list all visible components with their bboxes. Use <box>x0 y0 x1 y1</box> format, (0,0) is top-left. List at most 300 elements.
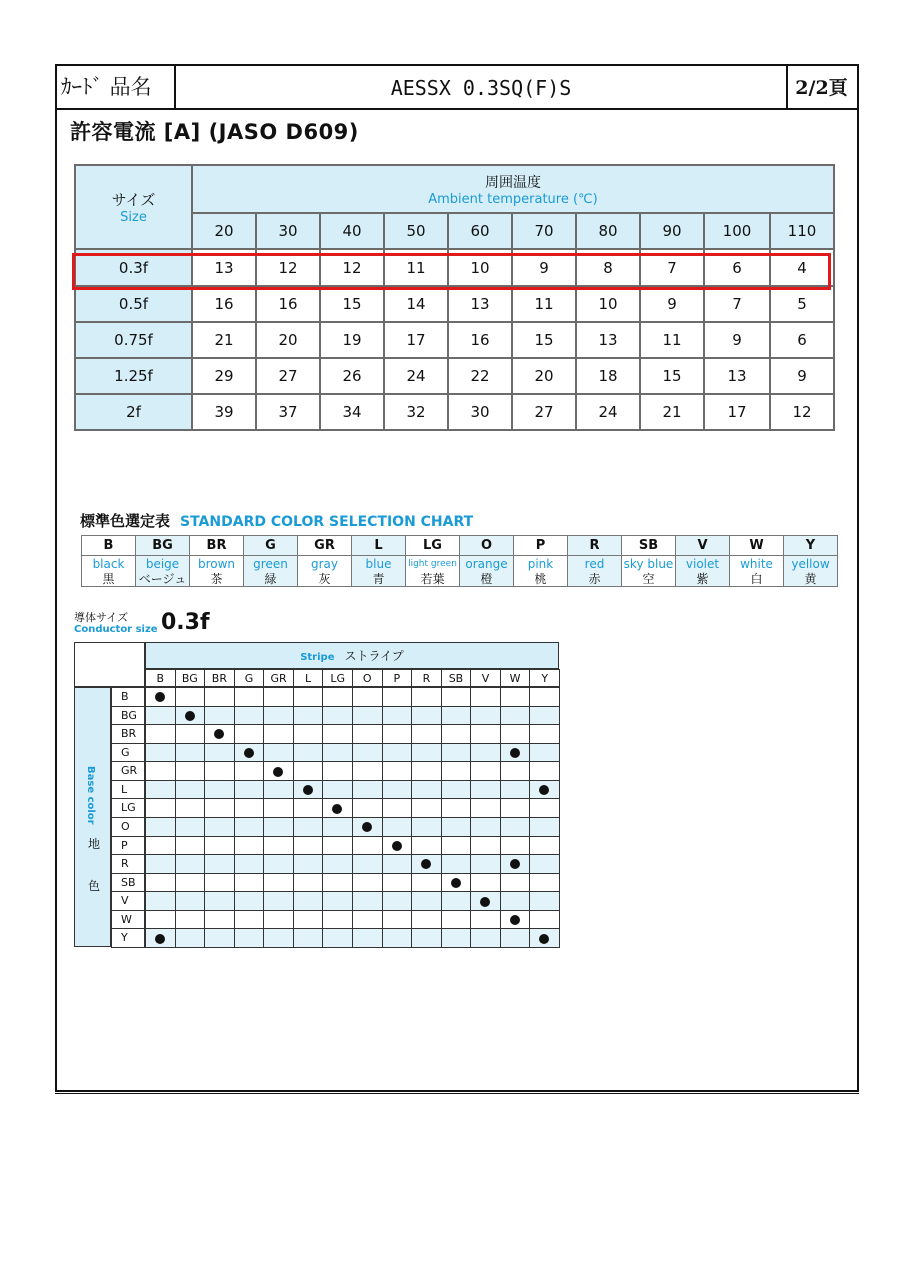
matrix-cell <box>382 743 413 763</box>
current-cell: 27 <box>256 358 320 394</box>
matrix-cell <box>293 724 324 744</box>
matrix-cell <box>352 873 383 893</box>
matrix-cell <box>263 743 294 763</box>
matrix-cell <box>204 743 235 763</box>
matrix-cell <box>293 836 324 856</box>
matrix-cell <box>145 724 176 744</box>
matrix-cell <box>500 854 531 874</box>
matrix-cell <box>411 798 442 818</box>
matrix-cell <box>293 910 324 930</box>
matrix-cell <box>352 854 383 874</box>
stripe-column-header: O <box>352 669 383 687</box>
matrix-cell <box>263 854 294 874</box>
matrix-cell <box>293 798 324 818</box>
matrix-cell <box>352 928 383 948</box>
matrix-cell <box>411 854 442 874</box>
matrix-cell <box>382 873 413 893</box>
matrix-cell <box>204 687 235 707</box>
matrix-cell <box>470 761 501 781</box>
stripe-header-en: Stripe <box>300 652 335 663</box>
temperature-header <box>192 165 834 213</box>
matrix-cell <box>175 706 206 726</box>
matrix-cell <box>234 743 265 763</box>
matrix-cell <box>500 910 531 930</box>
matrix-cell <box>470 687 501 707</box>
matrix-cell <box>441 706 472 726</box>
color-name-en-cell: pink <box>514 556 568 572</box>
current-cell: 20 <box>256 322 320 358</box>
color-code-cell: O <box>460 536 514 556</box>
color-name-en-cell: sky blue <box>622 556 676 572</box>
base-color-column <box>74 687 111 947</box>
current-cell: 26 <box>320 358 384 394</box>
matrix-cell <box>204 928 235 948</box>
matrix-cell <box>145 761 176 781</box>
matrix-cell <box>470 873 501 893</box>
matrix-cell <box>500 724 531 744</box>
color-code-cell: GR <box>298 536 352 556</box>
matrix-cell <box>382 706 413 726</box>
color-name-jp-cell: 白 <box>730 571 784 587</box>
matrix-cell <box>529 743 560 763</box>
current-cell: 13 <box>576 322 640 358</box>
matrix-cell <box>382 724 413 744</box>
matrix-cell <box>175 854 206 874</box>
matrix-cell <box>470 928 501 948</box>
base-row-header: P <box>111 836 145 856</box>
matrix-cell <box>470 910 501 930</box>
matrix-cell <box>293 854 324 874</box>
table-row <box>75 286 834 322</box>
current-cell: 11 <box>384 249 448 286</box>
matrix-cell <box>441 836 472 856</box>
availability-dot <box>303 785 313 795</box>
matrix-cell <box>322 761 353 781</box>
stripe-column-header: L <box>293 669 324 687</box>
current-cell: 7 <box>640 249 704 286</box>
matrix-cell <box>529 761 560 781</box>
color-name-en-cell: beige <box>136 556 190 572</box>
base-row-header: L <box>111 780 145 800</box>
base-color-label-jp <box>87 833 101 897</box>
matrix-cell <box>175 798 206 818</box>
current-cell: 19 <box>320 322 384 358</box>
matrix-cell <box>204 836 235 856</box>
matrix-cell <box>529 891 560 911</box>
availability-dot <box>510 915 520 925</box>
matrix-cell <box>293 817 324 837</box>
color-chart-title <box>80 510 473 531</box>
base-row-header: O <box>111 817 145 837</box>
matrix-cell <box>382 687 413 707</box>
matrix-cell <box>470 798 501 818</box>
matrix-cell <box>322 798 353 818</box>
matrix-cell <box>293 687 324 707</box>
matrix-cell <box>529 780 560 800</box>
matrix-cell <box>293 743 324 763</box>
matrix-cell <box>529 910 560 930</box>
matrix-cell <box>145 873 176 893</box>
matrix-cell <box>234 780 265 800</box>
matrix-cell <box>352 687 383 707</box>
matrix-cell <box>263 724 294 744</box>
matrix-cell <box>175 817 206 837</box>
color-name-jp-cell: 紫 <box>676 571 730 587</box>
matrix-cell <box>411 780 442 800</box>
matrix-cell <box>529 873 560 893</box>
matrix-cell <box>352 798 383 818</box>
matrix-cell <box>352 743 383 763</box>
matrix-cell <box>411 891 442 911</box>
matrix-cell <box>470 780 501 800</box>
matrix-cell <box>145 817 176 837</box>
current-cell: 16 <box>192 286 256 322</box>
current-cell: 15 <box>320 286 384 322</box>
matrix-cell <box>263 836 294 856</box>
matrix-cell <box>204 780 235 800</box>
matrix-cell <box>322 854 353 874</box>
temperature-cell: 90 <box>640 213 704 249</box>
color-name-en-cell: orange <box>460 556 514 572</box>
current-cell: 32 <box>384 394 448 430</box>
size-header <box>75 165 192 249</box>
color-code-cell: V <box>676 536 730 556</box>
matrix-cell <box>382 798 413 818</box>
matrix-cell <box>500 743 531 763</box>
conductor-size-label-jp: 導体サイズ <box>74 611 129 624</box>
color-name-en-cell: light green <box>406 556 460 572</box>
matrix-cell <box>382 928 413 948</box>
current-cell: 6 <box>770 322 834 358</box>
availability-dot <box>155 934 165 944</box>
current-cell: 16 <box>448 322 512 358</box>
matrix-cell <box>441 780 472 800</box>
temperature-cell: 50 <box>384 213 448 249</box>
matrix-cell <box>441 854 472 874</box>
color-code-cell: SB <box>622 536 676 556</box>
stripe-header <box>145 642 559 669</box>
base-row-header: R <box>111 854 145 874</box>
color-code-cell: P <box>514 536 568 556</box>
matrix-cell <box>500 817 531 837</box>
temperature-header-en: Ambient temperature (℃) <box>428 191 598 207</box>
conductor-size-label-en: Conductor size <box>74 624 158 635</box>
matrix-cell <box>263 780 294 800</box>
matrix-cell <box>234 798 265 818</box>
availability-dot <box>185 711 195 721</box>
matrix-cell <box>352 780 383 800</box>
matrix-cell <box>470 891 501 911</box>
stripe-column-header: B <box>145 669 176 687</box>
matrix-cell <box>529 928 560 948</box>
matrix-cell <box>145 891 176 911</box>
matrix-cell <box>441 724 472 744</box>
base-row-header: BR <box>111 724 145 744</box>
current-cell: 12 <box>256 249 320 286</box>
color-name-jp-cell: 橙 <box>460 571 514 587</box>
base-row-header: GR <box>111 761 145 781</box>
color-code-cell: LG <box>406 536 460 556</box>
color-name-en-cell: brown <box>190 556 244 572</box>
availability-dot <box>155 692 165 702</box>
availability-dot <box>539 785 549 795</box>
availability-dot <box>392 841 402 851</box>
color-name-en-cell: violet <box>676 556 730 572</box>
matrix-cell <box>145 687 176 707</box>
matrix-cell <box>470 817 501 837</box>
matrix-cell <box>411 873 442 893</box>
availability-dot <box>451 878 461 888</box>
matrix-cell <box>234 706 265 726</box>
matrix-cell <box>145 854 176 874</box>
matrix-cell <box>145 798 176 818</box>
frame-double-line <box>55 1093 859 1094</box>
base-row-header: BG <box>111 706 145 726</box>
matrix-cell <box>500 798 531 818</box>
matrix-cell <box>293 928 324 948</box>
matrix-cell <box>322 706 353 726</box>
matrix-cell <box>293 761 324 781</box>
matrix-cell <box>263 873 294 893</box>
matrix-cell <box>293 780 324 800</box>
matrix-cell <box>411 817 442 837</box>
size-cell: 2f <box>75 394 192 430</box>
allowable-current-table <box>74 164 835 431</box>
color-code-cell: BR <box>190 536 244 556</box>
availability-dot <box>244 748 254 758</box>
matrix-cell <box>411 761 442 781</box>
base-row-header: V <box>111 891 145 911</box>
stripe-column-header: LG <box>322 669 353 687</box>
matrix-cell <box>352 817 383 837</box>
conductor-size-value: 0.3f <box>161 610 210 635</box>
size-header-jp: サイズ <box>111 191 156 209</box>
matrix-cell <box>352 910 383 930</box>
matrix-cell <box>175 687 206 707</box>
color-name-jp-cell: 茶 <box>190 571 244 587</box>
availability-dot <box>539 934 549 944</box>
current-cell: 5 <box>770 286 834 322</box>
size-cell: 0.3f <box>75 249 192 286</box>
color-code-cell: BG <box>136 536 190 556</box>
current-cell: 16 <box>256 286 320 322</box>
matrix-cell <box>411 928 442 948</box>
table-row <box>75 358 834 394</box>
stripe-column-header: BR <box>204 669 235 687</box>
matrix-cell <box>263 817 294 837</box>
matrix-cell <box>263 687 294 707</box>
conductor-size-label <box>74 612 158 636</box>
current-cell: 11 <box>512 286 576 322</box>
matrix-cell <box>204 891 235 911</box>
current-cell: 9 <box>640 286 704 322</box>
matrix-corner <box>74 642 145 687</box>
color-name-en-cell: white <box>730 556 784 572</box>
matrix-cell <box>352 724 383 744</box>
current-cell: 13 <box>704 358 770 394</box>
matrix-cell <box>441 928 472 948</box>
matrix-cell <box>470 836 501 856</box>
availability-dot <box>362 822 372 832</box>
matrix-cell <box>234 928 265 948</box>
matrix-cell <box>145 743 176 763</box>
current-cell: 12 <box>770 394 834 430</box>
matrix-cell <box>204 761 235 781</box>
color-code-cell: W <box>730 536 784 556</box>
matrix-cell <box>322 724 353 744</box>
matrix-cell <box>441 891 472 911</box>
stripe-column-header: Y <box>529 669 560 687</box>
current-cell: 21 <box>640 394 704 430</box>
matrix-cell <box>470 854 501 874</box>
matrix-cell <box>322 743 353 763</box>
color-name-jp-cell: 桃 <box>514 571 568 587</box>
color-code-cell: G <box>244 536 298 556</box>
current-cell: 22 <box>448 358 512 394</box>
matrix-cell <box>529 706 560 726</box>
color-name-jp-cell: 緑 <box>244 571 298 587</box>
availability-dot <box>510 859 520 869</box>
matrix-cell <box>352 891 383 911</box>
current-cell: 24 <box>576 394 640 430</box>
matrix-cell <box>382 817 413 837</box>
temperature-cell: 40 <box>320 213 384 249</box>
size-cell: 0.5f <box>75 286 192 322</box>
matrix-cell <box>382 854 413 874</box>
color-name-en-cell: gray <box>298 556 352 572</box>
matrix-cell <box>441 910 472 930</box>
current-cell: 17 <box>384 322 448 358</box>
matrix-cell <box>175 724 206 744</box>
color-chart-title-en: STANDARD COLOR SELECTION CHART <box>180 514 474 530</box>
current-cell: 21 <box>192 322 256 358</box>
matrix-cell <box>293 706 324 726</box>
matrix-cell <box>234 910 265 930</box>
color-name-jp-cell: 赤 <box>568 571 622 587</box>
matrix-cell <box>145 910 176 930</box>
matrix-cell <box>411 836 442 856</box>
matrix-cell <box>263 928 294 948</box>
color-name-en-cell: yellow <box>784 556 838 572</box>
color-name-jp-cell: 灰 <box>298 571 352 587</box>
current-cell: 11 <box>640 322 704 358</box>
matrix-cell <box>322 928 353 948</box>
current-cell: 9 <box>770 358 834 394</box>
matrix-cell <box>322 836 353 856</box>
availability-dot <box>214 729 224 739</box>
color-name-jp-cell: ベージュ <box>136 571 190 587</box>
base-row-header: B <box>111 687 145 707</box>
product-name: AESSX 0.3SQ(F)S <box>176 66 788 108</box>
color-name-jp-cell: 空 <box>622 571 676 587</box>
matrix-cell <box>175 891 206 911</box>
matrix-cell <box>529 724 560 744</box>
matrix-cell <box>411 724 442 744</box>
stripe-column-header: G <box>234 669 265 687</box>
current-cell: 29 <box>192 358 256 394</box>
matrix-cell <box>382 780 413 800</box>
color-name-jp-cell: 黄 <box>784 571 838 587</box>
stripe-column-header: BG <box>175 669 206 687</box>
matrix-cell <box>529 854 560 874</box>
base-row-header: SB <box>111 873 145 893</box>
matrix-cell <box>234 687 265 707</box>
matrix-cell <box>175 873 206 893</box>
matrix-cell <box>204 854 235 874</box>
color-name-en-cell: green <box>244 556 298 572</box>
matrix-cell <box>175 910 206 930</box>
current-cell: 15 <box>640 358 704 394</box>
current-cell: 27 <box>512 394 576 430</box>
matrix-cell <box>441 687 472 707</box>
temperature-cell: 70 <box>512 213 576 249</box>
stripe-column-header: R <box>411 669 442 687</box>
matrix-cell <box>441 817 472 837</box>
current-cell: 34 <box>320 394 384 430</box>
current-cell: 14 <box>384 286 448 322</box>
matrix-cell <box>234 891 265 911</box>
matrix-cell <box>234 836 265 856</box>
size-cell: 0.75f <box>75 322 192 358</box>
temperature-cell: 30 <box>256 213 320 249</box>
temperature-header-jp: 周囲温度 <box>485 174 541 191</box>
matrix-cell <box>529 836 560 856</box>
matrix-cell <box>441 873 472 893</box>
temperature-cell: 110 <box>770 213 834 249</box>
size-header-en: Size <box>120 210 147 225</box>
matrix-cell <box>293 891 324 911</box>
matrix-cell <box>234 854 265 874</box>
temperature-cell: 100 <box>704 213 770 249</box>
matrix-cell <box>411 910 442 930</box>
matrix-cell <box>411 743 442 763</box>
current-cell: 6 <box>704 249 770 286</box>
color-name-en-cell: blue <box>352 556 406 572</box>
matrix-cell <box>500 873 531 893</box>
color-name-jp-cell: 青 <box>352 571 406 587</box>
current-cell: 30 <box>448 394 512 430</box>
matrix-cell <box>175 836 206 856</box>
current-cell: 13 <box>192 249 256 286</box>
matrix-cell <box>322 873 353 893</box>
card-label: ｶｰﾄﾞ 品名 <box>57 66 176 108</box>
matrix-cell <box>322 780 353 800</box>
current-cell: 10 <box>576 286 640 322</box>
current-cell: 4 <box>770 249 834 286</box>
availability-dot <box>421 859 431 869</box>
base-row-header: W <box>111 910 145 930</box>
matrix-cell <box>145 836 176 856</box>
matrix-cell <box>352 761 383 781</box>
matrix-cell <box>263 891 294 911</box>
base-row-header: Y <box>111 928 145 948</box>
current-cell: 17 <box>704 394 770 430</box>
base-color-label-jp-1: 地 <box>87 837 100 851</box>
matrix-cell <box>322 910 353 930</box>
matrix-cell <box>322 891 353 911</box>
table-row <box>75 322 834 358</box>
matrix-cell <box>263 706 294 726</box>
matrix-cell <box>234 724 265 744</box>
matrix-cell <box>234 817 265 837</box>
color-code-cell: B <box>82 536 136 556</box>
matrix-cell <box>441 761 472 781</box>
current-cell: 39 <box>192 394 256 430</box>
matrix-cell <box>204 873 235 893</box>
matrix-cell <box>175 761 206 781</box>
current-cell: 24 <box>384 358 448 394</box>
stripe-column-header: V <box>470 669 501 687</box>
